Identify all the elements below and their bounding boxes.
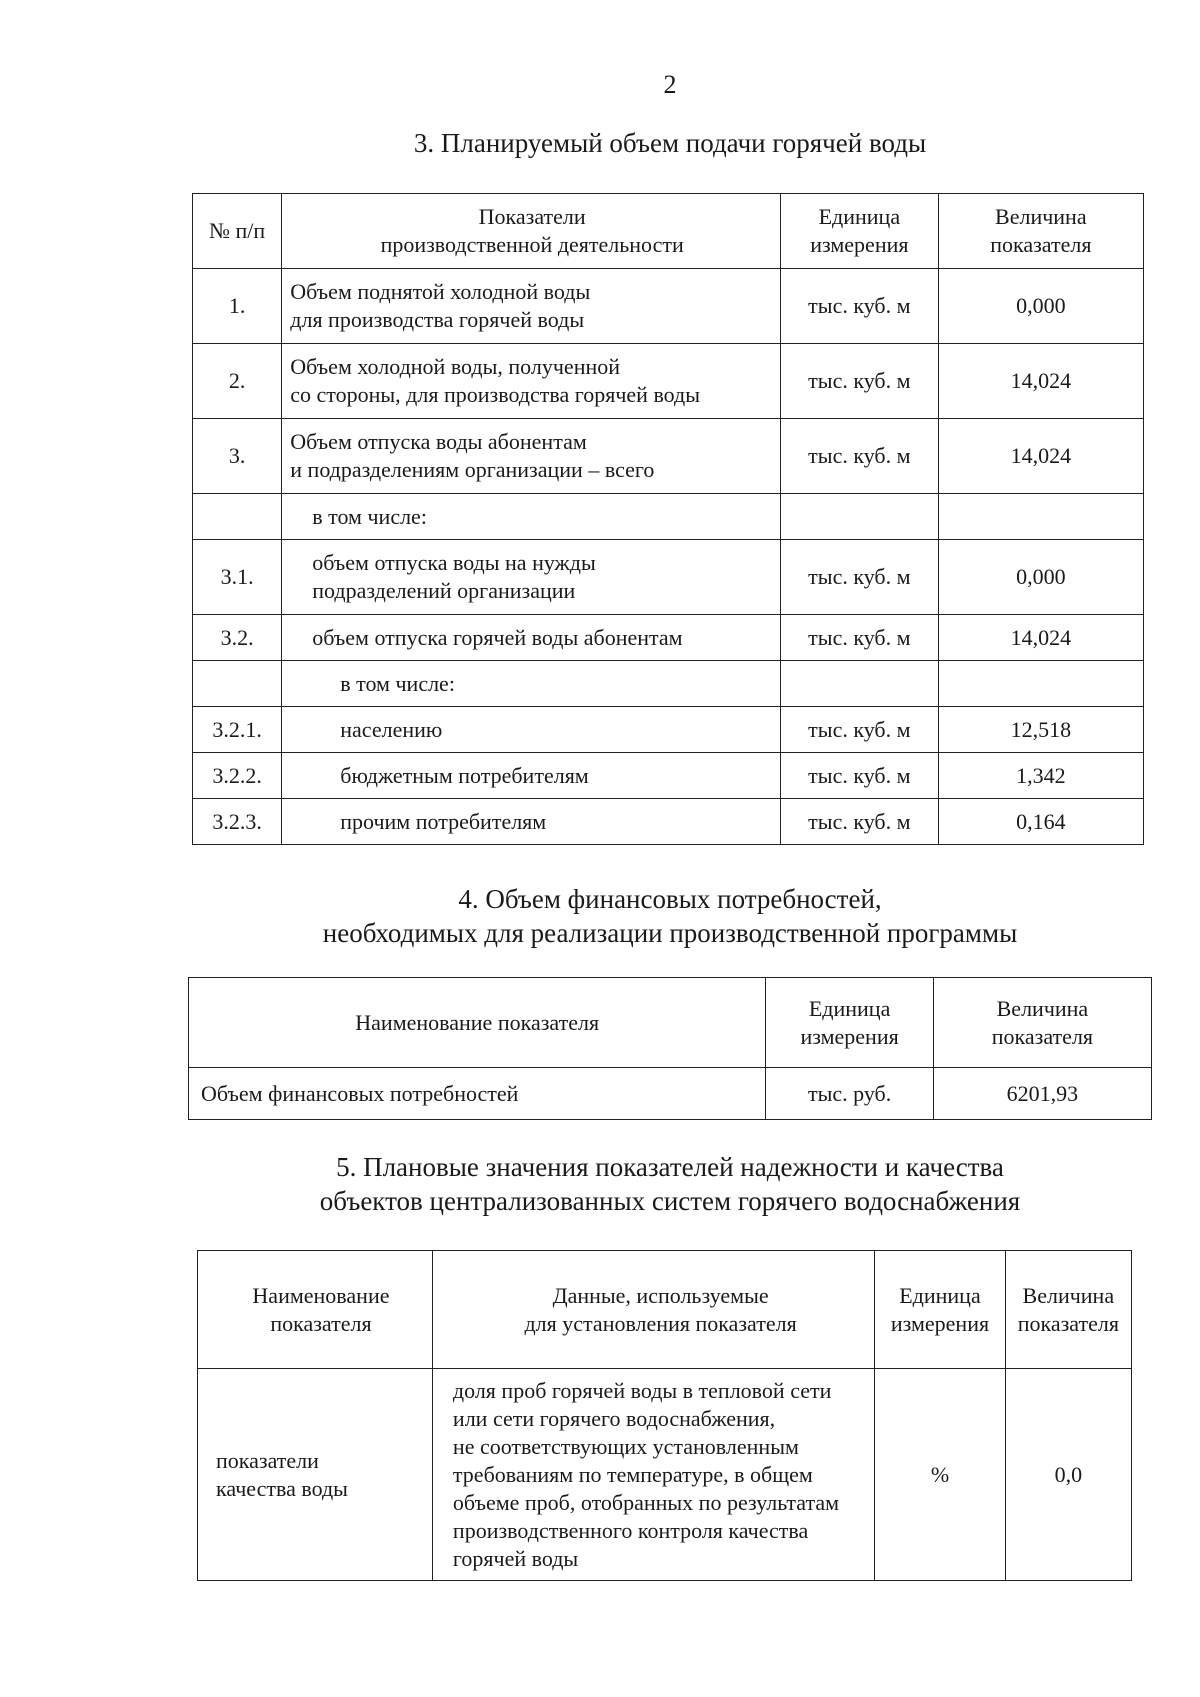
row-name: Объем отпуска воды абонентам и подразделениям организации – всего xyxy=(282,419,781,494)
row-name: Объем финансовых потребностей xyxy=(189,1068,766,1120)
row-value: 14,024 xyxy=(938,419,1143,494)
row-name: объем отпуска горячей воды абонентам xyxy=(282,615,781,661)
table-row xyxy=(198,1369,1132,1581)
row-value xyxy=(938,494,1143,540)
table-row xyxy=(193,269,1144,344)
table-row xyxy=(193,419,1144,494)
row-unit: тыс. куб. м xyxy=(781,753,939,799)
row-value: 14,024 xyxy=(938,344,1143,419)
row-num xyxy=(193,661,282,707)
row-unit: тыс. куб. м xyxy=(781,540,939,615)
header-indicator-name: Наименование показателя xyxy=(189,978,766,1068)
hot-water-supply-table xyxy=(192,193,1144,845)
table-row xyxy=(193,661,1144,707)
table-row xyxy=(193,540,1144,615)
row-name: Объем поднятой холодной воды для производства горячей воды xyxy=(282,269,781,344)
row-value xyxy=(938,661,1143,707)
header-data: Данные, используемые для установления показателя xyxy=(432,1251,874,1369)
row-value: 0,0 xyxy=(1005,1369,1131,1581)
row-name: показатели качества воды xyxy=(198,1369,433,1581)
row-unit: тыс. куб. м xyxy=(781,419,939,494)
row-unit xyxy=(781,661,939,707)
header-value: Величина показателя xyxy=(933,978,1151,1068)
header-indicator: Показатели производственной деятельности xyxy=(282,194,781,269)
row-unit: тыс. куб. м xyxy=(781,344,939,419)
row-value: 1,342 xyxy=(938,753,1143,799)
header-unit: Единица измерения xyxy=(766,978,933,1068)
section-4-title: 4. Объем финансовых потребностей, необходимых для реализации производственной программы xyxy=(322,884,1018,948)
row-name: в том числе: xyxy=(282,661,781,707)
row-unit: тыс. куб. м xyxy=(781,615,939,661)
row-name: прочим потребителям xyxy=(282,799,781,845)
table-row xyxy=(193,615,1144,661)
row-unit: тыс. куб. м xyxy=(781,707,939,753)
page-number: 2 xyxy=(663,70,677,99)
row-data: доля проб горячей воды в тепловой сети или сети горячего водоснабжения, не соответствующих установленным требованиям по температуре, в общем объеме проб, отобранных по результатам производственного контроля качества горячей воды xyxy=(432,1369,874,1581)
reliability-quality-table xyxy=(197,1250,1132,1581)
table-row xyxy=(193,344,1144,419)
row-name: Объем холодной воды, полученной со стороны, для производства горячей воды xyxy=(282,344,781,419)
row-num: 1. xyxy=(193,269,282,344)
header-value: Величина показателя xyxy=(938,194,1143,269)
table-header-row xyxy=(198,1251,1132,1369)
table-row xyxy=(193,799,1144,845)
table-header-row xyxy=(193,194,1144,269)
table-row xyxy=(193,707,1144,753)
row-num: 3.2.1. xyxy=(193,707,282,753)
row-unit xyxy=(781,494,939,540)
row-num: 3.2.2. xyxy=(193,753,282,799)
row-unit: тыс. руб. xyxy=(766,1068,933,1120)
header-num: № п/п xyxy=(193,194,282,269)
table-row xyxy=(189,1068,1152,1120)
row-name: населению xyxy=(282,707,781,753)
row-unit: тыс. куб. м xyxy=(781,269,939,344)
row-num: 3.2. xyxy=(193,615,282,661)
section-5-title: 5. Плановые значения показателей надежности и качества объектов централизованных систем горячего водоснабжения xyxy=(319,1152,1021,1216)
row-name: бюджетным потребителям xyxy=(282,753,781,799)
row-num: 3. xyxy=(193,419,282,494)
row-value: 0,000 xyxy=(938,540,1143,615)
table-header-row xyxy=(189,978,1152,1068)
row-value: 6201,93 xyxy=(933,1068,1151,1120)
row-num: 3.2.3. xyxy=(193,799,282,845)
financial-needs-table xyxy=(188,977,1152,1120)
header-value: Величина показателя xyxy=(1005,1251,1131,1369)
section-3-title: 3. Планируемый объем подачи горячей воды xyxy=(413,128,927,158)
row-unit: % xyxy=(875,1369,1005,1581)
row-value: 14,024 xyxy=(938,615,1143,661)
row-value: 0,000 xyxy=(938,269,1143,344)
header-unit: Единица измерения xyxy=(875,1251,1005,1369)
row-unit: тыс. куб. м xyxy=(781,799,939,845)
row-num: 3.1. xyxy=(193,540,282,615)
row-name: в том числе: xyxy=(282,494,781,540)
row-value: 12,518 xyxy=(938,707,1143,753)
header-indicator-name: Наименование показателя xyxy=(198,1251,433,1369)
row-value: 0,164 xyxy=(938,799,1143,845)
table-row xyxy=(193,753,1144,799)
row-name: объем отпуска воды на нужды подразделений организации xyxy=(282,540,781,615)
header-unit: Единица измерения xyxy=(781,194,939,269)
row-num: 2. xyxy=(193,344,282,419)
table-row xyxy=(193,494,1144,540)
row-num xyxy=(193,494,282,540)
